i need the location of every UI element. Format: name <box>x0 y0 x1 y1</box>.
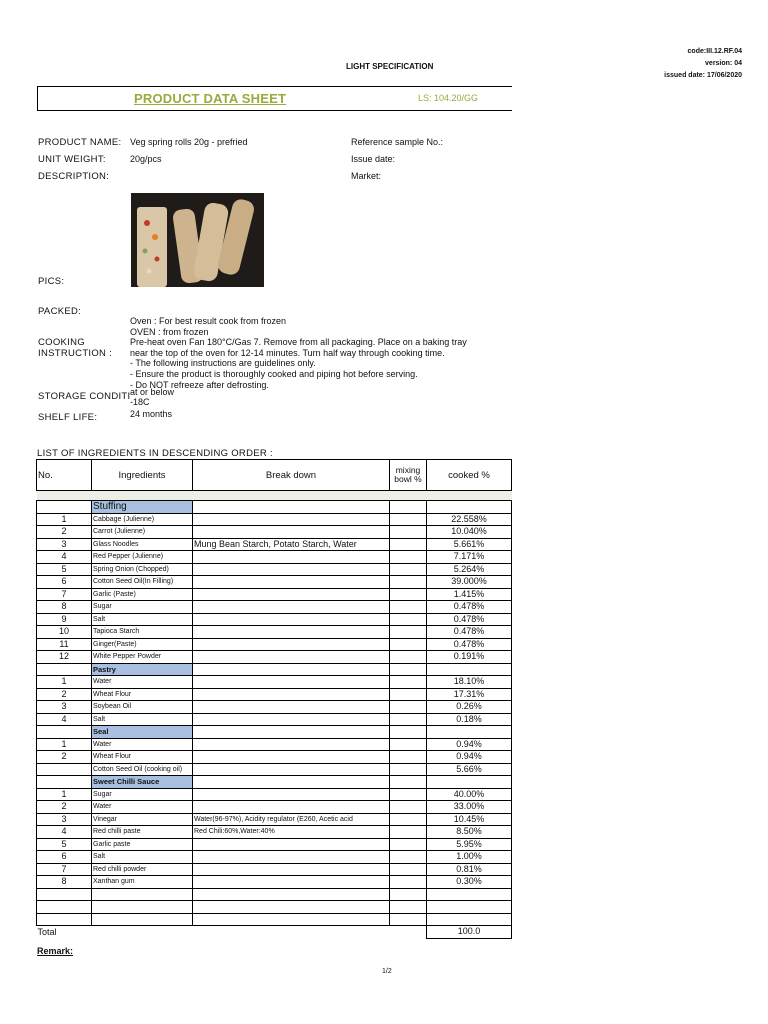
row-number: 2 <box>37 526 92 539</box>
ingredient-name: Red Pepper (Julienne) <box>92 551 193 564</box>
section-row <box>37 663 512 676</box>
empty-row <box>37 888 512 901</box>
ingredient-breakdown <box>193 513 390 526</box>
ingredient-breakdown <box>193 588 390 601</box>
ingredient-name: Water <box>92 676 193 689</box>
remark-label: Remark: <box>37 946 74 956</box>
col-ingredients-header: Ingredients <box>92 460 193 491</box>
cooked-pct: 0.26% <box>427 701 512 714</box>
unit-weight-label: UNIT WEIGHT: <box>38 154 106 165</box>
ingredient-breakdown <box>193 701 390 714</box>
document-meta <box>542 46 742 82</box>
mixing-bowl-pct <box>390 801 427 814</box>
ingredient-name: Glass Noodles <box>92 538 193 551</box>
cooking-instruction-label: COOKING INSTRUCTION : <box>38 337 113 359</box>
ingredient-name: Ginger(Paste) <box>92 638 193 651</box>
cooked-pct: 22.558% <box>427 513 512 526</box>
ingredient-name: Wheat Flour <box>92 751 193 764</box>
cooking-line: OVEN : from frozen <box>130 326 209 337</box>
market-label: Market: <box>351 171 382 181</box>
ingredient-name: Tapioca Starch <box>92 626 193 639</box>
mixing-bowl-pct <box>390 513 427 526</box>
ingredients-heading: LIST OF INGREDIENTS IN DESCENDING ORDER : <box>37 448 273 459</box>
ingredient-name: White Pepper Powder <box>92 651 193 664</box>
mixing-bowl-pct <box>390 838 427 851</box>
ingredient-name: Wheat Flour <box>92 688 193 701</box>
ingredient-breakdown <box>193 626 390 639</box>
title-box <box>37 86 512 111</box>
table-row <box>37 863 512 876</box>
mixing-bowl-pct <box>390 638 427 651</box>
ingredient-name: Salt <box>92 713 193 726</box>
table-row <box>37 576 512 589</box>
page-number: 1/2 <box>382 968 392 975</box>
spring-rolls-image <box>131 193 264 287</box>
section-name: Sweet Chilli Sauce <box>92 776 193 789</box>
col-breakdown-header: Break down <box>193 460 390 491</box>
storage-value: at or below -18C <box>130 387 175 407</box>
total-label: Total <box>37 926 427 939</box>
row-number: 6 <box>37 576 92 589</box>
ingredient-name: Vinegar <box>92 813 193 826</box>
ingredient-breakdown <box>193 676 390 689</box>
cooked-pct: 0.30% <box>427 876 512 889</box>
table-row <box>37 688 512 701</box>
table-row <box>37 551 512 564</box>
table-row <box>37 876 512 889</box>
ingredient-breakdown <box>193 576 390 589</box>
table-row <box>37 676 512 689</box>
table-row <box>37 588 512 601</box>
ingredient-name: Xanthan gum <box>92 876 193 889</box>
row-number: 10 <box>37 626 92 639</box>
row-number <box>37 763 92 776</box>
cooked-pct: 0.478% <box>427 601 512 614</box>
product-photo <box>131 193 264 287</box>
cooked-pct: 1.00% <box>427 851 512 864</box>
cooked-pct: 5.661% <box>427 538 512 551</box>
row-number: 7 <box>37 588 92 601</box>
row-number: 2 <box>37 688 92 701</box>
mixing-bowl-pct <box>390 788 427 801</box>
mixing-bowl-pct <box>390 751 427 764</box>
table-row <box>37 651 512 664</box>
table-row <box>37 826 512 839</box>
row-number: 4 <box>37 713 92 726</box>
storage-label: STORAGE CONDITI <box>38 391 131 402</box>
ingredient-name: Red chilli paste <box>92 826 193 839</box>
ingredient-name: Cotton Seed Oil(In Filling) <box>92 576 193 589</box>
cooked-pct: 0.478% <box>427 613 512 626</box>
row-number: 2 <box>37 801 92 814</box>
section-name: Stuffing <box>92 501 193 514</box>
mixing-bowl-pct <box>390 551 427 564</box>
section-name: Pastry <box>92 663 193 676</box>
row-number: 9 <box>37 613 92 626</box>
mixing-bowl-pct <box>390 701 427 714</box>
ingredient-breakdown <box>193 651 390 664</box>
ingredient-name: Red chilli powder <box>92 863 193 876</box>
mixing-bowl-pct <box>390 876 427 889</box>
cooked-pct: 0.191% <box>427 651 512 664</box>
mixing-bowl-pct <box>390 763 427 776</box>
ingredient-breakdown <box>193 851 390 864</box>
mixing-bowl-pct <box>390 826 427 839</box>
mixing-bowl-pct <box>390 613 427 626</box>
ingredient-name: Salt <box>92 613 193 626</box>
mixing-bowl-pct <box>390 588 427 601</box>
row-number: 1 <box>37 788 92 801</box>
row-number: 6 <box>37 851 92 864</box>
cooked-pct: 8.50% <box>427 826 512 839</box>
cooked-pct: 10.45% <box>427 813 512 826</box>
cooked-pct: 0.478% <box>427 626 512 639</box>
spec-heading: LIGHT SPECIFICATION <box>346 62 434 71</box>
mixing-bowl-pct <box>390 576 427 589</box>
cooked-pct: 18.10% <box>427 676 512 689</box>
mixing-bowl-pct <box>390 626 427 639</box>
table-row <box>37 751 512 764</box>
ingredient-breakdown <box>193 788 390 801</box>
total-value: 100.0 <box>427 926 512 939</box>
cooked-pct: 33.00% <box>427 801 512 814</box>
table-row <box>37 638 512 651</box>
row-number: 3 <box>37 538 92 551</box>
table-row <box>37 838 512 851</box>
ingredient-name: Garlic (Paste) <box>92 588 193 601</box>
ingredient-name: Water <box>92 738 193 751</box>
cooking-line: Oven : For best result cook from frozen <box>130 316 287 326</box>
table-row <box>37 538 512 551</box>
cooking-line: near the top of the oven for 12-14 minutes. Turn half way through cooking time. <box>130 347 445 358</box>
cooked-pct: 1.415% <box>427 588 512 601</box>
cooked-pct: 39.000% <box>427 576 512 589</box>
table-row <box>37 788 512 801</box>
ingredient-name: Sugar <box>92 601 193 614</box>
ingredient-breakdown <box>193 526 390 539</box>
shelf-life-value: 24 months <box>130 409 173 419</box>
reference-sample-label: Reference sample No.: <box>351 137 444 147</box>
ingredient-breakdown: Mung Bean Starch, Potato Starch, Water <box>193 538 390 551</box>
section-row <box>37 776 512 789</box>
row-number: 8 <box>37 876 92 889</box>
page-title: PRODUCT DATA SHEET <box>134 91 287 106</box>
row-number: 12 <box>37 651 92 664</box>
ingredient-breakdown <box>193 801 390 814</box>
cooked-pct: 0.478% <box>427 638 512 651</box>
cooking-line: - Do NOT refreeze after defrosting. <box>130 379 269 390</box>
cooked-pct: 5.264% <box>427 563 512 576</box>
cooked-pct: 0.94% <box>427 738 512 751</box>
mixing-bowl-pct <box>390 851 427 864</box>
cooking-instructions <box>130 316 510 390</box>
ingredient-breakdown <box>193 863 390 876</box>
ingredient-breakdown <box>193 876 390 889</box>
ingredient-name: Cabbage (Julienne) <box>92 513 193 526</box>
table-row <box>37 713 512 726</box>
ingredient-name: Water <box>92 801 193 814</box>
pics-label: PICS: <box>38 276 65 287</box>
ingredient-breakdown <box>193 613 390 626</box>
table-header-row <box>37 460 512 491</box>
mixing-bowl-pct <box>390 688 427 701</box>
table-row <box>37 613 512 626</box>
row-number: 3 <box>37 813 92 826</box>
table-row <box>37 513 512 526</box>
cooking-line: - Ensure the product is thoroughly cooked and piping hot before serving. <box>130 368 418 379</box>
ingredient-breakdown: Red Chili:60%,Water:40% <box>193 826 390 839</box>
cooked-pct: 5.66% <box>427 763 512 776</box>
cooked-pct: 5.95% <box>427 838 512 851</box>
spec-code: LS: 104.20/GG <box>418 93 479 103</box>
table-row <box>37 626 512 639</box>
mixing-bowl-pct <box>390 713 427 726</box>
ingredient-name: Spring Onion (Chopped) <box>92 563 193 576</box>
mixing-bowl-pct <box>390 538 427 551</box>
shelf-life-label: SHELF LIFE: <box>38 412 98 423</box>
table-row <box>37 813 512 826</box>
table-row <box>37 601 512 614</box>
row-number: 4 <box>37 826 92 839</box>
empty-row <box>37 901 512 914</box>
unit-weight-value: 20g/pcs <box>130 154 162 164</box>
cooked-pct: 10.040% <box>427 526 512 539</box>
table-row <box>37 801 512 814</box>
row-number: 2 <box>37 751 92 764</box>
row-number: 4 <box>37 551 92 564</box>
mixing-bowl-pct <box>390 526 427 539</box>
ingredient-breakdown <box>193 763 390 776</box>
empty-row <box>37 913 512 926</box>
row-number: 1 <box>37 738 92 751</box>
ingredient-breakdown <box>193 688 390 701</box>
cooked-pct: 7.171% <box>427 551 512 564</box>
doc-issued-date: issued date: 17/06/2020 <box>664 72 742 79</box>
ingredient-breakdown <box>193 551 390 564</box>
cooked-pct: 0.94% <box>427 751 512 764</box>
ingredient-breakdown: Water(96-97%), Acidity regulator (E260, Acetic acid <box>193 813 390 826</box>
cooked-pct: 0.81% <box>427 863 512 876</box>
packed-label: PACKED: <box>38 306 82 317</box>
row-number: 3 <box>37 701 92 714</box>
cooking-line: - The following instructions are guidelines only. <box>130 358 316 369</box>
ingredient-name: Soybean Oil <box>92 701 193 714</box>
table-row <box>37 851 512 864</box>
row-number: 7 <box>37 863 92 876</box>
section-name: Seal <box>92 726 193 739</box>
ingredient-breakdown <box>193 751 390 764</box>
row-number: 5 <box>37 563 92 576</box>
ingredient-breakdown <box>193 713 390 726</box>
section-row <box>37 726 512 739</box>
product-name-value: Veg spring rolls 20g - prefried <box>130 137 248 147</box>
col-no-header: No. <box>37 460 92 491</box>
cooked-pct: 40.00% <box>427 788 512 801</box>
ingredient-name: Sugar <box>92 788 193 801</box>
ingredient-breakdown <box>193 638 390 651</box>
row-number: 5 <box>37 838 92 851</box>
product-name-label: PRODUCT NAME: <box>38 137 122 148</box>
section-row <box>37 501 512 514</box>
ingredient-name: Garlic paste <box>92 838 193 851</box>
mixing-bowl-pct <box>390 813 427 826</box>
cooked-pct: 17.31% <box>427 688 512 701</box>
mixing-bowl-pct <box>390 863 427 876</box>
ingredient-name: Cotton Seed Oil (cooking oil) <box>92 763 193 776</box>
issue-date-label: Issue date: <box>351 154 396 164</box>
ingredients-table <box>36 459 512 939</box>
total-row <box>37 926 512 939</box>
ingredient-name: Salt <box>92 851 193 864</box>
mixing-bowl-pct <box>390 563 427 576</box>
mixing-bowl-pct <box>390 676 427 689</box>
row-number: 8 <box>37 601 92 614</box>
ingredient-breakdown <box>193 601 390 614</box>
table-row <box>37 701 512 714</box>
col-cooked-header: cooked % <box>427 460 512 491</box>
row-number: 1 <box>37 676 92 689</box>
mixing-bowl-pct <box>390 601 427 614</box>
doc-version: version: 04 <box>705 60 742 67</box>
table-row <box>37 563 512 576</box>
ingredient-breakdown <box>193 738 390 751</box>
cooking-line: Pre-heat oven Fan 180°C/Gas 7. Remove from all packaging. Place on a baking tray <box>130 337 467 348</box>
table-row <box>37 763 512 776</box>
spacer-row <box>37 491 512 501</box>
row-number: 11 <box>37 638 92 651</box>
mixing-bowl-pct <box>390 651 427 664</box>
doc-code: code:III.12.RF.04 <box>687 48 742 55</box>
ingredient-breakdown <box>193 838 390 851</box>
table-row <box>37 526 512 539</box>
row-number: 1 <box>37 513 92 526</box>
ingredient-breakdown <box>193 563 390 576</box>
cooked-pct: 0.18% <box>427 713 512 726</box>
description-label: DESCRIPTION: <box>38 171 110 182</box>
mixing-bowl-pct <box>390 738 427 751</box>
ingredient-name: Carrot (Julienne) <box>92 526 193 539</box>
table-row <box>37 738 512 751</box>
col-mixing-header: mixing bowl % <box>390 460 427 491</box>
